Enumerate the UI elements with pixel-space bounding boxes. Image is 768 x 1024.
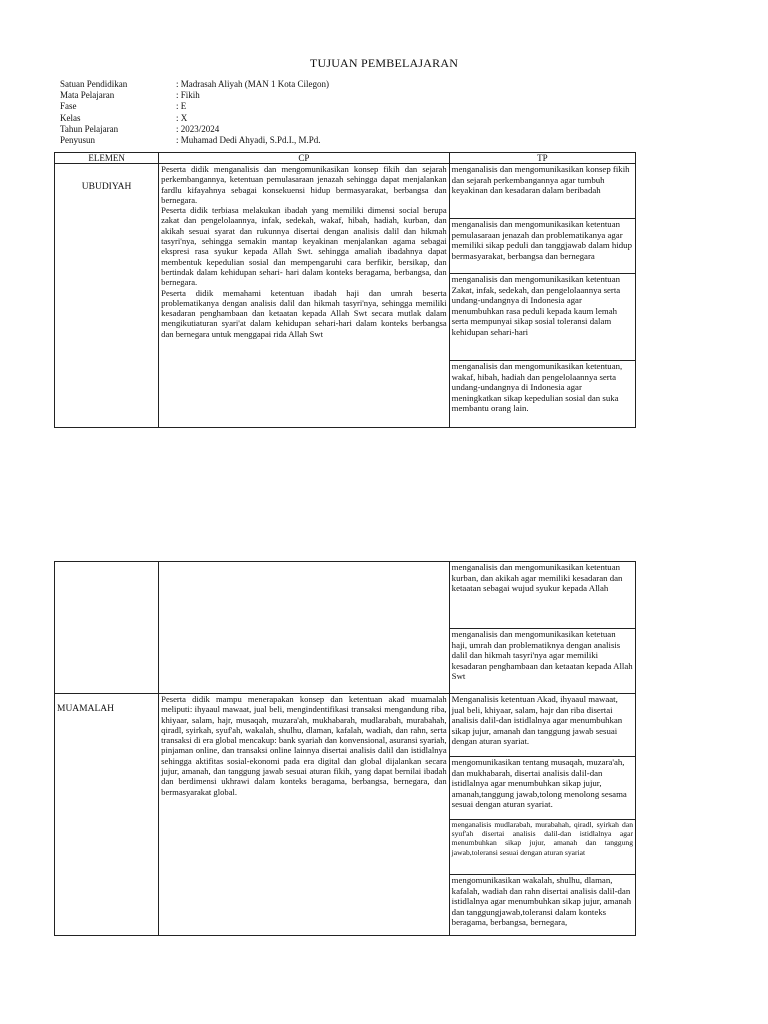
table-row [55,562,636,629]
info-value: : Madrasah Aliyah (MAN 1 Kota Cilegon) [176,79,329,89]
cp-paragraph: Peserta didik mampu menerapakan konsep dan ketentuan akad muamalah meliputi: ihyaaul mawaat, jual beli, mengindentifikasi transaksi mengandung riba, khiyaar, salam, hajr, musaqah, muzara'ah, mukhabarah, mudlarabah, murabahah, qiradl, syirkah, syuf'ah, wakalah, shulhu, dlaman, kafalah, wadiah, dan rahn, serta transaksi di era global mencakup: bank syariah dan konvensional, asuransi syariah, pinjaman online, dan transaksi online lainnya disertai analisis dalil dan istidlalnya sehingga aktifitas sosial-ekonomi pada era digital dan global dijalankan secara jujur, amanah, dan tanggung jawab sesuai aturan fikih, yang dapat bernilai ibadah dan berdimensi ukhrawi dalam konteks beragama, berbangsa, bernegara, dan bermasyarakat global. [161,694,447,797]
info-label: Penyusun [60,135,96,146]
tp-cell: menganalisis mudlarabah, murabahah, qiradl, syirkah dan syuf'ah disertai analisis dalil-dan istidlalnya agar menumbuhkan sikap jujur, amanah dan tanggung jawab,toleransi sesuai dengan aturan syariat [449,820,635,875]
info-row-subject [60,90,329,101]
learning-objectives-table-muamalah [54,561,636,936]
info-row-school [60,79,329,90]
element-label-muamalah: MUAMALAH [57,704,114,714]
info-value: : Fikih [176,90,200,101]
info-value: : E [176,101,187,112]
element-cell [55,164,159,428]
info-label: Fase [60,101,77,112]
cp-cell [159,694,450,936]
tp-cell: menganalisis dan mengomunikasikan ketentuan Zakat, infak, sedekah, dan pengelolaannya serta undang-undangnya di Indonesia agar menumbuhkan rasa peduli kepada kaum lemah serta mempunyai sikap sosial toleransi dalam kehidupan sehari-hari [449,274,635,361]
info-row-phase [60,101,329,112]
info-row-author [60,135,329,146]
tp-cell: menganalisis dan mengomunikasikan ketentuan kurban, dan akikah agar memiliki kesadaran dan ketaatan sebagai wujud syukur kepada Allah [449,562,635,629]
tp-cell: mengomunikasikan tentang musaqah, muzara'ah, dan mukhabarah, disertai analisis dalil-dan istidlalnya agar menumbuhkan sikap jujur, amanah,tanggung jawab,tolong menolong sesama sesuai dengan aturan syariat. [449,757,635,820]
info-label: Mata Pelajaran [60,90,115,101]
tp-cell: menganalisis dan mengomunikasikan ketetuan haji, umrah dan problematiknya dengan analisis dalil dan hikmah tasyri'nya agar memiliki kesadaran penghambaan dan ketaatan kepada Allah Swt [449,629,635,694]
tp-cell: menganalisis dan mengomunikasikan konsep fikih dan sejarah perkembangannya agar tumbuh keyakinan dan kesadaran dalam beribadah [449,164,635,219]
tp-cell: Menganalisis ketentuan Akad, ihyaaul mawaat, jual beli, khiyaar, salam, hajr dan riba disertai analisis dalil-dan istidlalnya agar menumbuhkan sikap jujur, amanah dan tanggung jawab sesuai dengan aturan syariat. [449,694,635,757]
info-value: : Muhamad Dedi Ahyadi, S.Pd.I., M.Pd. [176,135,321,146]
cp-cell [159,164,450,428]
table-header-row [55,153,636,164]
tp-cell: mengomunikasikan wakalah, shulhu, dlaman, kafalah, wadiah dan rahn disertai analisis dalil-dan istidlalnya agar menumbuhkan sikap jujur, amanah dan tanggungjawab,toleransi dalam konteks beragama, berbangsa, bernegara, [449,875,635,936]
info-label: Satuan Pendidikan [60,79,128,89]
info-value: : X [176,112,188,123]
table-row [55,694,636,757]
cp-paragraph: Peserta didik menganalisis dan mengomunikasikan konsep fikih dan sejarah perkembangannya, ketentuan pemulasaraan jenazah sehingga dapat menjalankan fardlu kifayahnya sebagai konsekuensi hidup bermasyarakat, berbangsa dan bernegara. [161,164,447,205]
document-info [60,79,329,146]
element-cell [55,694,159,936]
header-cp: CP [159,153,450,164]
info-row-class [60,113,329,124]
info-row-year [60,124,329,135]
header-elemen: ELEMEN [55,153,159,164]
cp-paragraph: Peserta didik terbiasa melakukan ibadah yang memiliki dimensi social berupa zakat dan pengelolaannya, infak, sedekah, wakaf, hibah, hadiah, kurban, dan akikah sesuai syarat dan rukunnya disertai dengan analisis dalil dan hikmah tasyri'nya, sehingga semakin mantap keyakinan menjalankan agama sebagai ekspresi rasa syukur kepada Allah Swt. sehingga amaliah ibadahnya dapat membentuk kepedulian sosial dan mempengaruhi cara berfikir, bersikap, dan bertindak dalam kehidupan sehari- hari dalam konteks beragama, berbangsa, dan bernegara. [161,205,447,288]
table-row [55,164,636,219]
learning-objectives-table-ubudiyah [54,152,636,428]
cp-cell-empty [159,562,450,694]
info-label: Tahun Pelajaran [60,123,119,134]
info-label: Kelas [60,112,81,123]
element-cell-empty [55,562,159,694]
cp-paragraph: Peserta didik memahami ketentuan ibadah haji dan umrah beserta problematikanya dengan analisis dalil dan hikmah tasyri'nya, sehingga memiliki kesadaran penghambaan dan ketaatan kepada Allah Swt secara mutlak dalam mengikutiaturan syari'at dalam kehidupan sehari-hari dalam konteks berbangsa dan bernegara untuk menggapai rida Allah Swt [161,287,447,339]
tp-cell: menganalisis dan mengomunikasikan ketentuan pemulasaraan jenazah dan problematikanya agar memiliki sikap peduli dan tanggjawab dalam hidup bermasyarakat, berbangsa dan bernegara [449,219,635,274]
element-label-ubudiyah: UBUDIYAH [81,182,132,192]
info-value: : 2023/2024 [176,123,220,134]
header-tp: TP [449,153,635,164]
page-title: TUJUAN PEMBELAJARAN [309,56,459,70]
tp-cell: menganalisis dan mengomunikasikan ketentuan, wakaf, hibah, hadiah dan pengelolaannya serta undang-undangnya di Indonesia agar meningkatkan sikap kepedulian sosial dan suka membantu orang lain. [449,361,635,428]
